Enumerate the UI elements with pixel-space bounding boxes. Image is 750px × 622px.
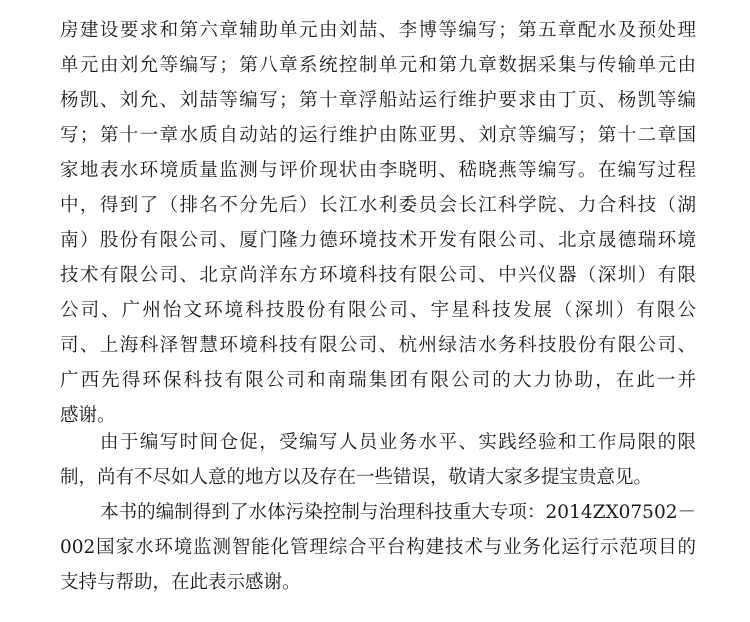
text-line: 单元由刘允等编写；第八章系统控制单元和第九章数据采集与传输单元由 [60,55,696,76]
text-line: 家地表水环境质量监测与评价现状由李晓明、嵇晓燕等编写。在编写过程 [60,160,696,181]
text-line: 中，得到了（排名不分先后）长江水利委员会长江科学院、力合科技（湖 [60,195,696,216]
text-line: 房建设要求和第六章辅助单元由刘喆、李博等编写；第五章配水及预处理 [60,20,696,41]
paragraph-apology-for-errors [60,425,696,495]
text-line: 感谢。 [60,405,116,426]
text-line: 制，尚有不尽如人意的地方以及存在一些错误，敬请大家多提宝贵意见。 [60,467,653,488]
text-line: 002国家水环境监测智能化管理综合平台构建技术与业务化运行示范项目的 [60,537,696,558]
text-line: 写；第十一章水质自动站的运行维护由陈亚男、刘京等编写；第十二章国 [60,125,696,146]
text-line: 南）股份有限公司、厦门隆力德环境技术开发有限公司、北京晟德瑞环境 [60,230,696,251]
text-line: 技术有限公司、北京尚洋东方环境科技有限公司、中兴仪器（深圳）有限 [60,265,696,286]
text-line: 支持与帮助，在此表示感谢。 [60,572,301,593]
paragraph-acknowledgement-contributors [60,13,696,433]
text-line: 司、上海科泽智慧环境科技有限公司、杭州绿洁水务科技股份有限公司、 [60,335,696,356]
text-line: 杨凯、刘允、刘喆等编写；第十章浮船站运行维护要求由丁页、杨凯等编 [60,90,696,111]
text-line: 由于编写时间仓促，受编写人员业务水平、实践经验和工作局限的限 [100,432,696,453]
paragraph-funding-acknowledgement [60,495,696,600]
text-line: 公司、广州怡文环境科技股份有限公司、宇星科技发展（深圳）有限公 [60,300,696,321]
text-line: 广西先得环保科技有限公司和南瑞集团有限公司的大力协助，在此一并 [60,370,696,391]
text-line: 本书的编制得到了水体污染控制与治理科技重大专项：2014ZX07502－ [100,502,696,523]
